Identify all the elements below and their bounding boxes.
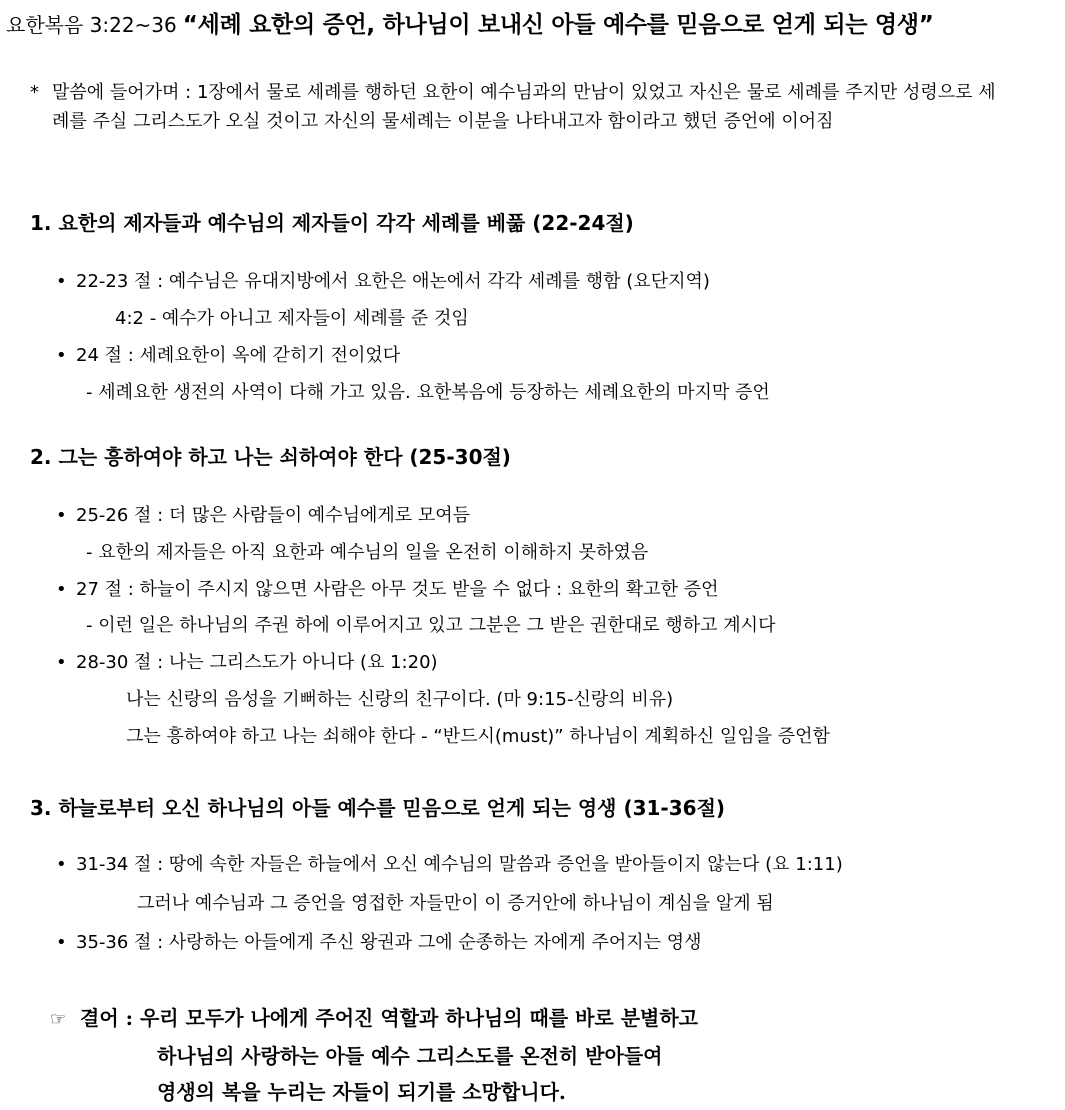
bullet-icon: • (56, 652, 67, 673)
section-3-heading: 3. 하늘로부터 오신 하나님의 아들 예수를 믿음으로 얻게 되는 영생 (31-36절) (30, 796, 726, 820)
bullet-icon: • (56, 345, 67, 366)
bullet-icon: • (56, 932, 67, 953)
asterisk-marker: * (30, 82, 39, 103)
section-2-item-1: • 25-26 절 : 더 많은 사람들이 예수님에게로 모여듬 (56, 505, 471, 526)
conclusion-line-1: ☞ 결어 : 우리 모두가 나에게 주어진 역할과 하나님의 때를 바로 분별하고 (50, 1000, 698, 1038)
bullet-icon: • (56, 271, 67, 292)
bullet-icon: • (56, 505, 67, 526)
section-2-subline-2: - 이런 일은 하나님의 주권 하에 이루어지고 있고 그분은 그 받은 권한대로 행하고 계시다 (86, 615, 776, 636)
conclusion-line-2: 하나님의 사랑하는 아들 예수 그리스도를 온전히 받아들여 (157, 1044, 663, 1068)
section-2-item-2: • 27 절 : 하늘이 주시지 않으면 사람은 아무 것도 받을 수 없다 : 요한의 확고한 증언 (56, 579, 719, 600)
section-2-subline-3: 나는 신랑의 음성을 기뻐하는 신랑의 친구이다. (마 9:15-신랑의 비유) (126, 689, 674, 710)
section-3-item-1: • 31-34 절 : 땅에 속한 자들은 하늘에서 오신 예수님의 말씀과 증언을 받아들이지 않는다 (요 1:11) (56, 854, 843, 875)
section-2-item-3: • 28-30 절 : 나는 그리스도가 아니다 (요 1:20) (56, 652, 438, 673)
section-1-subline-1: 4:2 - 예수가 아니고 제자들이 세례를 준 것임 (115, 308, 469, 329)
bullet-icon: • (56, 579, 67, 600)
section-1-subline-2: - 세례요한 생전의 사역이 다해 가고 있음. 요한복음에 등장하는 세례요한의 마지막 증언 (86, 382, 770, 403)
section-1-item-2: • 24 절 : 세례요한이 옥에 갇히기 전이었다 (56, 345, 401, 366)
section-3-item-2: • 35-36 절 : 사랑하는 아들에게 주신 왕권과 그에 순종하는 자에게 주어지는 영생 (56, 932, 702, 953)
page-header (6, 6, 1061, 39)
page-title: “세례 요한의 증언, 하나님이 보내신 아들 예수를 믿음으로 얻게 되는 영생” (182, 12, 934, 38)
section-1-heading: 1. 요한의 제자들과 예수님의 제자들이 각각 세례를 베풂 (22-24절) (30, 211, 634, 235)
section-2-heading: 2. 그는 흥하여야 하고 나는 쇠하여야 한다 (25-30절) (30, 445, 511, 469)
hand-pointing-icon: ☞ (50, 1009, 67, 1030)
section-3-subline-1: 그러나 예수님과 그 증언을 영접한 자들만이 이 증거안에 하나님이 계심을 알게 됨 (137, 893, 774, 914)
conclusion-block (50, 1000, 698, 1110)
conclusion-line-3: 영생의 복을 누리는 자들이 되기를 소망합니다. (157, 1080, 566, 1104)
bullet-icon: • (56, 854, 67, 875)
scripture-reference: 요한복음 3:22~36 (6, 13, 177, 37)
section-2-subline-1: - 요한의 제자들은 아직 요한과 예수님의 일을 온전히 이해하지 못하였음 (86, 542, 649, 563)
intro-paragraph (30, 78, 1010, 136)
section-1-item-1: • 22-23 절 : 예수님은 유대지방에서 요한은 애논에서 각각 세례를 행함 (요단지역) (56, 271, 710, 292)
intro-text: 말씀에 들어가며 : 1장에서 물로 세례를 행하던 요한이 예수님과의 만남이 있었고 자신은 물로 세례를 주지만 성령으로 세례를 주실 그리스도가 오실 것이고 자신의 물세례는 이분을 나타내고자 함이라고 했던 증언에 이어짐 (52, 82, 996, 132)
section-2-subline-4: 그는 흥하여야 하고 나는 쇠해야 한다 - “반드시(must)” 하나님이 계획하신 일임을 증언함 (126, 726, 830, 747)
